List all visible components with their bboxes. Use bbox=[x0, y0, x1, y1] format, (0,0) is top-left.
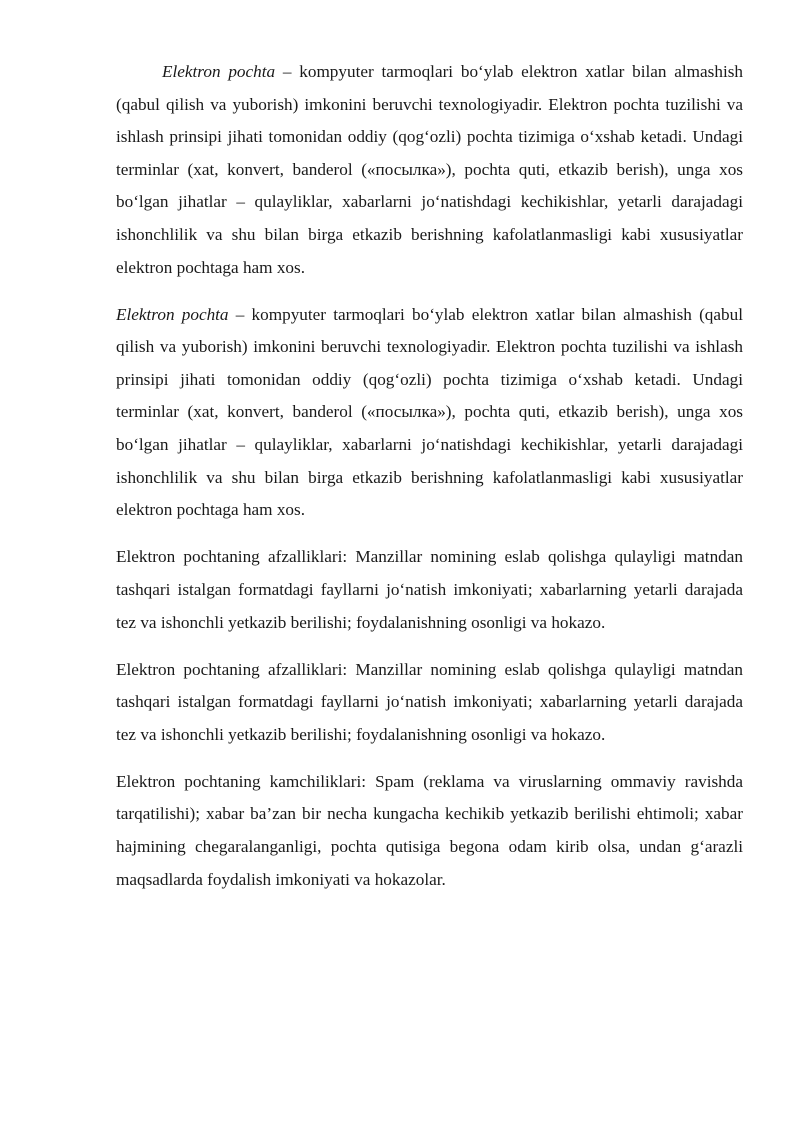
paragraph-disadvantages: Elektron pochtaning kamchiliklari: Spam (reklama va viruslarning ommaviy ravishda tarqatilishi); xabar ba’zan bir necha kungacha kechikib yetkazib berilishi ehtimoli; xabar hajmining chegaralanganligi, pochta qutisiga begona odam kirib olsa, undan g‘arazli maqsadlarda foydalish imkoniyati va hokazolar. bbox=[116, 771, 743, 889]
paragraph-definition-1 bbox=[116, 56, 743, 284]
term-elektron-pochta: Elektron pochta bbox=[116, 304, 229, 324]
paragraph-definition-2 bbox=[116, 299, 743, 527]
document-body bbox=[116, 56, 743, 911]
paragraph-advantages-1: Elektron pochtaning afzalliklari: Manzillar nomining eslab qolishga qulayligi matndan tashqari istalgan formatdagi fayllarni jo‘natish imkoniyati; xabarlarning yetarli darajada tez va ishonchli yetkazib berilishi; foydalanishning osonligi va hokazo. bbox=[116, 547, 743, 632]
paragraph-text: – kompyuter tarmoqlari bo‘ylab elektron xatlar bilan almashish (qabul qilish va yuborish) imkonini beruvchi texnologiyadir. Elektron pochta tuzilishi va ishlash prinsipi jihati tomonidan oddiy (qog‘ozli) pochta tizimiga o‘xshab ketadi. Undagi terminlar (xat, konvert, banderol («посылка»), pochta quti, etkazib berish), unga xos bo‘lgan jihatlar – qulayliklar, xabarlarni jo‘natishdagi kechikishlar, yetarli darajadagi ishonchlilik va shu bilan birga etkazib berishning kafolatlanmasligi kabi xususiyatlar elektron pochtaga ham xos. bbox=[116, 62, 743, 277]
paragraph-text: – kompyuter tarmoqlari bo‘ylab elektron xatlar bilan almashish (qabul qilish va yuborish) imkonini beruvchi texnologiyadir. Elektron pochta tuzilishi va ishlash prinsipi jihati tomonidan oddiy (qog‘ozli) pochta tizimiga o‘xshab ketadi. Undagi terminlar (xat, konvert, banderol («посылка»), pochta quti, etkazib berish), unga xos bo‘lgan jihatlar – qulayliklar, xabarlarni jo‘natishdagi kechikishlar, yetarli darajadagi ishonchlilik va shu bilan birga etkazib berishning kafolatlanmasligi kabi xususiyatlar elektron pochtaga ham xos. bbox=[116, 304, 743, 520]
paragraph-advantages-2: Elektron pochtaning afzalliklari: Manzillar nomining eslab qolishga qulayligi matndan tashqari istalgan formatdagi fayllarni jo‘natish imkoniyati; xabarlarning yetarli darajada tez va ishonchli yetkazib berilishi; foydalanishning osonligi va hokazo. bbox=[116, 659, 743, 744]
term-elektron-pochta: Elektron pochta bbox=[162, 62, 276, 81]
